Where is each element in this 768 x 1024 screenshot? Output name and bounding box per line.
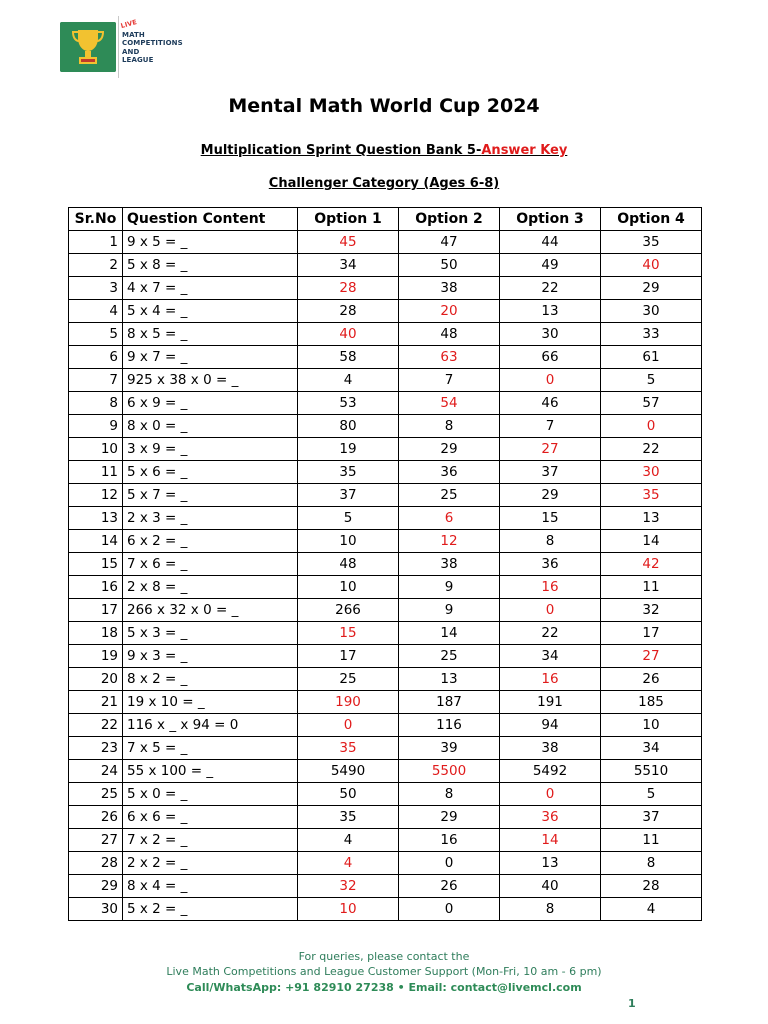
option-cell: 4	[298, 829, 399, 852]
row-question: 9 x 3 = _	[123, 645, 298, 668]
option-cell: 5	[298, 507, 399, 530]
table-header-row	[69, 208, 702, 231]
subtitle-answer-key: Answer Key	[481, 143, 568, 158]
option-cell: 94	[500, 714, 601, 737]
option-cell: 48	[399, 323, 500, 346]
option-cell: 38	[399, 277, 500, 300]
row-question: 2 x 2 = _	[123, 852, 298, 875]
row-sr-no: 3	[69, 277, 123, 300]
logo-divider	[118, 16, 119, 78]
correct-option-cell: 4	[298, 852, 399, 875]
header-sr-no: Sr.No	[69, 208, 123, 231]
option-cell: 191	[500, 691, 601, 714]
option-cell: 8	[500, 530, 601, 553]
row-question: 7 x 5 = _	[123, 737, 298, 760]
table-row	[69, 898, 702, 921]
correct-option-cell: 63	[399, 346, 500, 369]
row-sr-no: 27	[69, 829, 123, 852]
option-cell: 25	[399, 645, 500, 668]
correct-option-cell: 45	[298, 231, 399, 254]
option-cell: 9	[399, 599, 500, 622]
row-question: 19 x 10 = _	[123, 691, 298, 714]
row-sr-no: 8	[69, 392, 123, 415]
option-cell: 30	[601, 300, 702, 323]
header-option-1: Option 1	[298, 208, 399, 231]
option-cell: 25	[399, 484, 500, 507]
row-sr-no: 1	[69, 231, 123, 254]
option-cell: 53	[298, 392, 399, 415]
option-cell: 9	[399, 576, 500, 599]
row-sr-no: 10	[69, 438, 123, 461]
option-cell: 36	[399, 461, 500, 484]
row-question: 5 x 4 = _	[123, 300, 298, 323]
correct-option-cell: 12	[399, 530, 500, 553]
trophy-icon	[60, 22, 116, 72]
row-question: 3 x 9 = _	[123, 438, 298, 461]
correct-option-cell: 27	[500, 438, 601, 461]
correct-option-cell: 16	[500, 668, 601, 691]
option-cell: 15	[500, 507, 601, 530]
option-cell: 0	[399, 852, 500, 875]
option-cell: 25	[298, 668, 399, 691]
table-row	[69, 599, 702, 622]
row-sr-no: 26	[69, 806, 123, 829]
correct-option-cell: 35	[298, 737, 399, 760]
footer-support-hours: Live Math Competitions and League Customer Support (Mon-Fri, 10 am - 6 pm)	[166, 965, 602, 978]
table-row	[69, 415, 702, 438]
option-cell: 8	[399, 415, 500, 438]
row-question: 9 x 5 = _	[123, 231, 298, 254]
option-cell: 80	[298, 415, 399, 438]
table-row	[69, 484, 702, 507]
row-question: 5 x 0 = _	[123, 783, 298, 806]
option-cell: 13	[601, 507, 702, 530]
option-cell: 37	[601, 806, 702, 829]
table-row	[69, 254, 702, 277]
option-cell: 10	[298, 576, 399, 599]
row-question: 116 x _ x 94 = 0	[123, 714, 298, 737]
row-question: 55 x 100 = _	[123, 760, 298, 783]
row-question: 6 x 9 = _	[123, 392, 298, 415]
table-row	[69, 438, 702, 461]
row-question: 5 x 3 = _	[123, 622, 298, 645]
row-sr-no: 25	[69, 783, 123, 806]
option-cell: 5492	[500, 760, 601, 783]
option-cell: 48	[298, 553, 399, 576]
table-row	[69, 645, 702, 668]
table-row	[69, 392, 702, 415]
row-question: 8 x 5 = _	[123, 323, 298, 346]
option-cell: 17	[298, 645, 399, 668]
correct-option-cell: 40	[601, 254, 702, 277]
category-heading: Challenger Category (Ages 6-8)	[268, 176, 500, 191]
option-cell: 37	[500, 461, 601, 484]
option-cell: 13	[500, 852, 601, 875]
row-question: 6 x 2 = _	[123, 530, 298, 553]
correct-option-cell: 27	[601, 645, 702, 668]
row-sr-no: 20	[69, 668, 123, 691]
row-sr-no: 19	[69, 645, 123, 668]
option-cell: 22	[500, 622, 601, 645]
option-cell: 33	[601, 323, 702, 346]
correct-option-cell: 14	[500, 829, 601, 852]
row-question: 4 x 7 = _	[123, 277, 298, 300]
table-row	[69, 369, 702, 392]
option-cell: 49	[500, 254, 601, 277]
correct-option-cell: 0	[500, 369, 601, 392]
table-row	[69, 691, 702, 714]
row-sr-no: 30	[69, 898, 123, 921]
option-cell: 30	[500, 323, 601, 346]
option-cell: 5	[601, 369, 702, 392]
option-cell: 37	[298, 484, 399, 507]
option-cell: 26	[399, 875, 500, 898]
option-cell: 32	[601, 599, 702, 622]
option-cell: 58	[298, 346, 399, 369]
row-question: 5 x 6 = _	[123, 461, 298, 484]
correct-option-cell: 54	[399, 392, 500, 415]
logo-line-2: COMPETITIONS	[122, 39, 183, 47]
row-sr-no: 15	[69, 553, 123, 576]
correct-option-cell: 0	[601, 415, 702, 438]
table-row	[69, 737, 702, 760]
row-question: 2 x 3 = _	[123, 507, 298, 530]
table-row	[69, 461, 702, 484]
page-subtitle	[0, 143, 768, 158]
option-cell: 14	[601, 530, 702, 553]
row-sr-no: 23	[69, 737, 123, 760]
logo-line-4: LEAGUE	[122, 56, 154, 64]
logo-line-1: MATH	[122, 30, 145, 39]
page-title: Mental Math World Cup 2024	[228, 95, 540, 117]
footer-contact-details: Call/WhatsApp: +91 82910 27238 • Email: contact@livemcl.com	[186, 981, 582, 994]
option-cell: 266	[298, 599, 399, 622]
header-question: Question Content	[123, 208, 298, 231]
row-sr-no: 21	[69, 691, 123, 714]
correct-option-cell: 190	[298, 691, 399, 714]
header-option-3: Option 3	[500, 208, 601, 231]
option-cell: 50	[298, 783, 399, 806]
correct-option-cell: 42	[601, 553, 702, 576]
row-question: 8 x 2 = _	[123, 668, 298, 691]
subtitle-main: Multiplication Sprint Question Bank 5-	[200, 143, 482, 158]
option-cell: 39	[399, 737, 500, 760]
table-row	[69, 622, 702, 645]
option-cell: 35	[298, 461, 399, 484]
option-cell: 29	[500, 484, 601, 507]
row-sr-no: 14	[69, 530, 123, 553]
row-sr-no: 9	[69, 415, 123, 438]
row-sr-no: 17	[69, 599, 123, 622]
correct-option-cell: 6	[399, 507, 500, 530]
option-cell: 28	[298, 300, 399, 323]
row-sr-no: 6	[69, 346, 123, 369]
option-cell: 16	[399, 829, 500, 852]
row-sr-no: 29	[69, 875, 123, 898]
row-question: 9 x 7 = _	[123, 346, 298, 369]
correct-option-cell: 16	[500, 576, 601, 599]
logo-live: LIVE	[119, 18, 138, 31]
option-cell: 34	[500, 645, 601, 668]
option-cell: 47	[399, 231, 500, 254]
correct-option-cell: 30	[601, 461, 702, 484]
option-cell: 35	[601, 231, 702, 254]
option-cell: 44	[500, 231, 601, 254]
row-question: 2 x 8 = _	[123, 576, 298, 599]
correct-option-cell: 32	[298, 875, 399, 898]
row-sr-no: 28	[69, 852, 123, 875]
option-cell: 5490	[298, 760, 399, 783]
row-sr-no: 13	[69, 507, 123, 530]
footer-contact-intro: For queries, please contact the	[298, 950, 470, 963]
option-cell: 50	[399, 254, 500, 277]
row-sr-no: 7	[69, 369, 123, 392]
page-number: 1	[628, 997, 636, 1010]
answer-key-table	[68, 207, 702, 921]
correct-option-cell: 28	[298, 277, 399, 300]
row-question: 266 x 32 x 0 = _	[123, 599, 298, 622]
row-question: 5 x 8 = _	[123, 254, 298, 277]
option-cell: 14	[399, 622, 500, 645]
row-sr-no: 22	[69, 714, 123, 737]
option-cell: 185	[601, 691, 702, 714]
row-sr-no: 24	[69, 760, 123, 783]
option-cell: 8	[500, 898, 601, 921]
option-cell: 34	[298, 254, 399, 277]
option-cell: 116	[399, 714, 500, 737]
option-cell: 38	[500, 737, 601, 760]
option-cell: 34	[601, 737, 702, 760]
correct-option-cell: 10	[298, 898, 399, 921]
logo-wordmark	[119, 18, 183, 65]
table-row	[69, 783, 702, 806]
table-row	[69, 323, 702, 346]
correct-option-cell: 0	[298, 714, 399, 737]
option-cell: 10	[601, 714, 702, 737]
logo-badge	[60, 22, 116, 72]
row-question: 8 x 4 = _	[123, 875, 298, 898]
correct-option-cell: 20	[399, 300, 500, 323]
header-option-4: Option 4	[601, 208, 702, 231]
row-question: 5 x 7 = _	[123, 484, 298, 507]
table-row	[69, 231, 702, 254]
option-cell: 187	[399, 691, 500, 714]
option-cell: 29	[601, 277, 702, 300]
option-cell: 57	[601, 392, 702, 415]
option-cell: 22	[500, 277, 601, 300]
row-question: 8 x 0 = _	[123, 415, 298, 438]
table-row	[69, 576, 702, 599]
option-cell: 13	[399, 668, 500, 691]
row-sr-no: 4	[69, 300, 123, 323]
row-sr-no: 11	[69, 461, 123, 484]
option-cell: 11	[601, 576, 702, 599]
option-cell: 5	[601, 783, 702, 806]
table-row	[69, 760, 702, 783]
row-sr-no: 12	[69, 484, 123, 507]
option-cell: 5510	[601, 760, 702, 783]
row-question: 7 x 6 = _	[123, 553, 298, 576]
option-cell: 36	[500, 553, 601, 576]
table-row	[69, 346, 702, 369]
correct-option-cell: 35	[601, 484, 702, 507]
row-question: 6 x 6 = _	[123, 806, 298, 829]
row-sr-no: 18	[69, 622, 123, 645]
correct-option-cell: 0	[500, 783, 601, 806]
correct-option-cell: 36	[500, 806, 601, 829]
option-cell: 7	[399, 369, 500, 392]
table-row	[69, 668, 702, 691]
correct-option-cell: 0	[500, 599, 601, 622]
option-cell: 7	[500, 415, 601, 438]
row-question: 925 x 38 x 0 = _	[123, 369, 298, 392]
option-cell: 46	[500, 392, 601, 415]
table-row	[69, 507, 702, 530]
table-row	[69, 300, 702, 323]
option-cell: 19	[298, 438, 399, 461]
option-cell: 35	[298, 806, 399, 829]
table-row	[69, 553, 702, 576]
option-cell: 10	[298, 530, 399, 553]
header-option-2: Option 2	[399, 208, 500, 231]
option-cell: 4	[601, 898, 702, 921]
table-row	[69, 852, 702, 875]
row-sr-no: 5	[69, 323, 123, 346]
option-cell: 61	[601, 346, 702, 369]
option-cell: 66	[500, 346, 601, 369]
table-row	[69, 806, 702, 829]
table-row	[69, 277, 702, 300]
table-row	[69, 530, 702, 553]
row-sr-no: 2	[69, 254, 123, 277]
logo-line-3: AND	[122, 47, 140, 56]
option-cell: 0	[399, 898, 500, 921]
correct-option-cell: 40	[298, 323, 399, 346]
correct-option-cell: 15	[298, 622, 399, 645]
option-cell: 17	[601, 622, 702, 645]
option-cell: 13	[500, 300, 601, 323]
option-cell: 8	[399, 783, 500, 806]
option-cell: 29	[399, 806, 500, 829]
option-cell: 22	[601, 438, 702, 461]
option-cell: 8	[601, 852, 702, 875]
option-cell: 29	[399, 438, 500, 461]
table-row	[69, 829, 702, 852]
option-cell: 4	[298, 369, 399, 392]
option-cell: 28	[601, 875, 702, 898]
table-row	[69, 714, 702, 737]
row-sr-no: 16	[69, 576, 123, 599]
row-question: 5 x 2 = _	[123, 898, 298, 921]
option-cell: 11	[601, 829, 702, 852]
option-cell: 26	[601, 668, 702, 691]
correct-option-cell: 5500	[399, 760, 500, 783]
option-cell: 40	[500, 875, 601, 898]
row-question: 7 x 2 = _	[123, 829, 298, 852]
table-row	[69, 875, 702, 898]
option-cell: 38	[399, 553, 500, 576]
